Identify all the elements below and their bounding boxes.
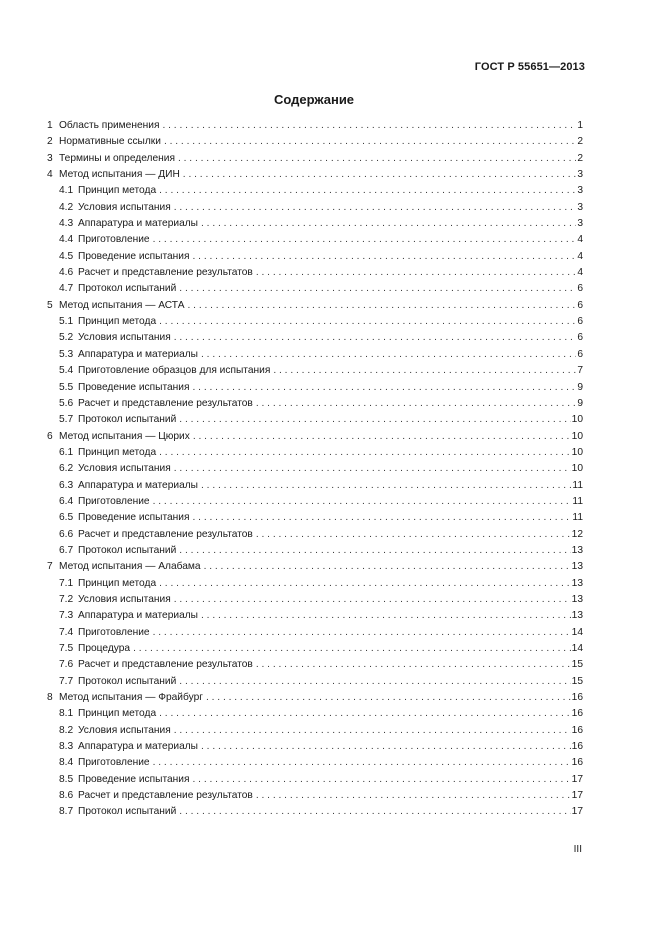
dot-leader [206, 690, 571, 706]
toc-entry-number: 6.4 [59, 495, 74, 507]
toc-entry-page: 6 [577, 332, 583, 344]
toc-entry-page: 4 [577, 234, 583, 246]
dot-leader [193, 429, 571, 445]
toc-entry[interactable] [47, 723, 583, 739]
toc-entry-number: 5.6 [59, 397, 74, 409]
toc-entry-title: Аппаратура и материалы [78, 218, 198, 230]
toc-entry-title: Аппаратура и материалы [78, 741, 198, 753]
dot-leader [174, 330, 577, 346]
toc-entry-title: Приготовление [78, 626, 150, 638]
dot-leader [201, 608, 571, 624]
toc-entry-page: 13 [571, 593, 583, 605]
toc-entry-title: Принцип метода [78, 316, 157, 328]
toc-entry[interactable] [47, 788, 583, 804]
toc-entry-number: 4.7 [59, 283, 74, 295]
dot-leader [174, 723, 571, 739]
toc-entry-number: 5.3 [59, 348, 74, 360]
toc-entry-page: 11 [572, 495, 583, 507]
toc-entry-title: Расчет и представление результатов [78, 528, 253, 540]
toc-entry-number: 6.1 [59, 446, 74, 458]
toc-entry-page: 12 [571, 528, 583, 540]
toc-entry-title: Метод испытания — ДИН [59, 169, 180, 181]
toc-entry-number: 6.7 [59, 544, 74, 556]
toc-entry-title: Аппаратура и материалы [78, 610, 198, 622]
toc-entry-title: Протокол испытаний [78, 283, 177, 295]
toc-entry-number: 5.2 [59, 332, 74, 344]
toc-entry-title: Протокол испытаний [78, 414, 177, 426]
toc-entry[interactable] [47, 690, 583, 706]
toc-entry-page: 10 [571, 430, 583, 442]
dot-leader [159, 445, 571, 461]
toc-entry-number: 8.2 [59, 724, 74, 736]
toc-entry[interactable] [47, 559, 583, 575]
toc-entry-title: Метод испытания — Фрайбург [59, 692, 203, 704]
toc-entry-page: 6 [577, 299, 583, 311]
toc-entry-number: 8.7 [59, 806, 74, 818]
toc-entry-page: 7 [577, 365, 583, 377]
toc-entry[interactable] [47, 772, 583, 788]
toc-entry-title: Метод испытания — Алабама [59, 561, 201, 573]
toc-entry-page: 11 [572, 512, 583, 524]
toc-entry-number: 7.1 [59, 577, 74, 589]
toc-entry-page: 1 [577, 120, 583, 131]
toc-entry[interactable] [47, 804, 583, 820]
toc-entry-page: 10 [571, 414, 583, 426]
dot-leader [193, 249, 577, 265]
toc-entry-title: Проведение испытания [78, 381, 190, 393]
toc-entry-number: 7.5 [59, 643, 74, 654]
toc-entry-title: Условия испытания [78, 593, 171, 605]
dot-leader [256, 788, 571, 804]
dot-leader [179, 543, 570, 559]
toc-entry-number: 3 [47, 152, 53, 164]
toc-entry[interactable] [47, 200, 583, 216]
toc-entry-page: 16 [571, 724, 583, 736]
toc-entry-page: 13 [571, 544, 583, 556]
toc-entry-page: 6 [577, 348, 583, 360]
toc-entry-page: 16 [571, 741, 583, 753]
toc-entry-number: 6.2 [59, 463, 74, 475]
dot-leader [153, 494, 572, 510]
toc-entry-title: Нормативные ссылки [59, 136, 161, 148]
toc-entry-title: Проведение испытания [78, 773, 190, 785]
toc-entry[interactable] [47, 363, 583, 379]
toc-entry-title: Процедура [78, 643, 131, 654]
toc-entry-page: 16 [571, 692, 583, 704]
table-of-contents [47, 118, 583, 821]
toc-entry-page: 13 [571, 561, 583, 573]
toc-entry-page: 3 [577, 218, 583, 230]
toc-entry[interactable] [47, 347, 583, 363]
toc-entry-page: 14 [571, 626, 583, 638]
toc-entry[interactable] [47, 232, 583, 248]
dot-leader [179, 412, 570, 428]
toc-entry-page: 10 [571, 446, 583, 458]
toc-entry-page: 13 [571, 577, 583, 589]
toc-entry-title: Условия испытания [78, 332, 171, 344]
toc-entry-number: 8 [47, 692, 53, 704]
dot-leader [159, 314, 576, 330]
toc-entry-title: Расчет и представление результатов [78, 397, 253, 409]
toc-entry[interactable] [47, 298, 583, 314]
toc-entry-title: Условия испытания [78, 724, 171, 736]
toc-entry-page: 15 [571, 659, 583, 671]
toc-entry[interactable] [47, 674, 583, 690]
toc-entry[interactable] [47, 478, 583, 494]
toc-entry-number: 7.3 [59, 610, 74, 622]
toc-entry[interactable] [47, 543, 583, 559]
toc-entry-number: 5.1 [59, 316, 74, 328]
toc-entry-number: 7.4 [59, 626, 74, 638]
dot-leader [174, 461, 571, 477]
dot-leader [193, 772, 571, 788]
dot-leader [159, 183, 576, 199]
toc-entry-number: 7.7 [59, 675, 74, 687]
toc-entry-number: 6.6 [59, 528, 74, 540]
toc-entry-number: 5.5 [59, 381, 74, 393]
toc-entry-number: 5.4 [59, 365, 74, 377]
toc-entry-number: 8.6 [59, 790, 74, 802]
dot-leader [153, 232, 577, 248]
toc-entry-page: 11 [572, 479, 583, 491]
page-number: III [573, 844, 582, 855]
toc-entry-number: 4.2 [59, 201, 74, 213]
dot-leader [201, 739, 571, 755]
toc-entry-number: 4.1 [59, 185, 74, 197]
toc-entry-page: 16 [571, 757, 583, 769]
toc-entry-title: Область применения [59, 120, 160, 131]
toc-entry-number: 8.5 [59, 773, 74, 785]
dot-leader [159, 576, 571, 592]
dot-leader [162, 118, 576, 134]
dot-leader [201, 478, 571, 494]
toc-entry-number: 4.3 [59, 218, 74, 230]
toc-entry[interactable] [47, 118, 583, 134]
toc-entry-number: 5.7 [59, 414, 74, 426]
toc-entry-title: Принцип метода [78, 446, 157, 458]
toc-entry-page: 17 [571, 790, 583, 802]
toc-entry-title: Приготовление [78, 234, 150, 246]
toc-entry-title: Приготовление [78, 495, 150, 507]
toc-entry-number: 6 [47, 430, 53, 442]
toc-entry-number: 4.6 [59, 267, 74, 279]
toc-entry-number: 7.2 [59, 593, 74, 605]
toc-entry[interactable] [47, 706, 583, 722]
toc-entry-page: 4 [577, 250, 583, 262]
toc-entry[interactable] [47, 151, 583, 167]
toc-title: Содержание [273, 92, 355, 107]
toc-entry-title: Приготовление [78, 757, 150, 769]
toc-entry[interactable] [47, 625, 583, 641]
dot-leader [174, 592, 571, 608]
dot-leader [256, 265, 576, 281]
toc-entry[interactable] [47, 396, 583, 412]
toc-entry-number: 4 [47, 169, 53, 181]
dot-leader [178, 151, 576, 167]
toc-entry[interactable] [47, 527, 583, 543]
dot-leader [164, 134, 576, 150]
toc-entry[interactable] [47, 494, 583, 510]
dot-leader [256, 396, 576, 412]
toc-entry[interactable] [47, 249, 583, 265]
toc-entry-title: Приготовление образцов для испытания [78, 365, 271, 377]
toc-entry-title: Проведение испытания [78, 512, 190, 524]
toc-entry-title: Условия испытания [78, 201, 171, 213]
toc-entry-number: 6.5 [59, 512, 74, 524]
toc-entry[interactable] [47, 314, 583, 330]
dot-leader [153, 755, 571, 771]
toc-entry-number: 8.1 [59, 708, 74, 720]
toc-entry-title: Аппаратура и материалы [78, 479, 198, 491]
toc-entry[interactable] [47, 412, 583, 428]
toc-entry-page: 17 [571, 773, 583, 785]
toc-entry[interactable] [47, 134, 583, 150]
toc-entry-page: 9 [577, 397, 583, 409]
toc-entry-title: Термины и определения [59, 152, 175, 164]
toc-entry[interactable] [47, 657, 583, 673]
toc-entry-number: 4.5 [59, 250, 74, 262]
dot-leader [153, 625, 571, 641]
toc-entry-page: 3 [577, 201, 583, 213]
toc-entry-title: Метод испытания — Цюрих [59, 430, 190, 442]
toc-entry[interactable] [47, 330, 583, 346]
toc-entry[interactable] [47, 576, 583, 592]
toc-entry[interactable] [47, 608, 583, 624]
toc-entry-number: 8.4 [59, 757, 74, 769]
toc-entry-page: 3 [577, 169, 583, 181]
toc-entry[interactable] [47, 445, 583, 461]
dot-leader [179, 674, 570, 690]
toc-entry-title: Принцип метода [78, 708, 157, 720]
dot-leader [133, 641, 571, 657]
toc-entry-number: 7 [47, 561, 53, 573]
toc-entry-page: 9 [577, 381, 583, 393]
toc-entry-page: 17 [571, 806, 583, 818]
toc-entry-title: Аппаратура и материалы [78, 348, 198, 360]
toc-entry-number: 2 [47, 136, 53, 148]
toc-entry[interactable] [47, 755, 583, 771]
toc-entry-title: Принцип метода [78, 185, 157, 197]
toc-entry-title: Протокол испытаний [78, 675, 177, 687]
toc-entry[interactable] [47, 592, 583, 608]
toc-entry-page: 6 [577, 316, 583, 328]
dot-leader [256, 527, 571, 543]
toc-entry[interactable] [47, 167, 583, 183]
dot-leader [193, 510, 572, 526]
toc-entry[interactable] [47, 461, 583, 477]
toc-entry[interactable] [47, 739, 583, 755]
toc-entry-page: 3 [577, 185, 583, 197]
toc-entry-title: Протокол испытаний [78, 806, 177, 818]
toc-entry-number: 4.4 [59, 234, 74, 246]
toc-entry-page: 10 [571, 463, 583, 475]
dot-leader [188, 298, 577, 314]
toc-entry[interactable] [47, 265, 583, 281]
toc-entry[interactable] [47, 429, 583, 445]
toc-entry[interactable] [47, 380, 583, 396]
toc-entry-page: 2 [577, 136, 583, 148]
document-code: ГОСТ Р 55651—2013 [474, 61, 585, 73]
dot-leader [193, 380, 577, 396]
dot-leader [179, 804, 570, 820]
toc-entry-page: 14 [571, 643, 583, 654]
toc-entry[interactable] [47, 510, 583, 526]
toc-entry-page: 16 [571, 708, 583, 720]
dot-leader [183, 167, 577, 183]
toc-entry-title: Расчет и представление результатов [78, 790, 253, 802]
toc-entry-title: Протокол испытаний [78, 544, 177, 556]
toc-entry-number: 6.3 [59, 479, 74, 491]
dot-leader [179, 281, 576, 297]
toc-entry-title: Условия испытания [78, 463, 171, 475]
dot-leader [159, 706, 571, 722]
toc-entry-page: 13 [571, 610, 583, 622]
toc-entry-page: 6 [577, 283, 583, 295]
toc-entry-number: 7.6 [59, 659, 74, 671]
dot-leader [201, 347, 576, 363]
dot-leader [273, 363, 576, 379]
toc-entry-number: 5 [47, 299, 53, 311]
toc-entry-title: Проведение испытания [78, 250, 190, 262]
toc-entry-title: Расчет и представление результатов [78, 659, 253, 671]
toc-entry-page: 4 [577, 267, 583, 279]
toc-entry-title: Расчет и представление результатов [78, 267, 253, 279]
toc-entry-page: 15 [571, 675, 583, 687]
dot-leader [201, 216, 576, 232]
toc-entry-number: 8.3 [59, 741, 74, 753]
toc-entry-title: Принцип метода [78, 577, 157, 589]
toc-entry[interactable] [47, 183, 583, 199]
toc-entry[interactable] [47, 216, 583, 232]
dot-leader [174, 200, 577, 216]
toc-entry[interactable] [47, 281, 583, 297]
dot-leader [256, 657, 571, 673]
toc-entry-title: Метод испытания — АСТА [59, 299, 185, 311]
toc-entry[interactable] [47, 641, 583, 657]
toc-entry-page: 2 [577, 152, 583, 164]
dot-leader [204, 559, 571, 575]
toc-entry-number: 1 [47, 120, 53, 131]
